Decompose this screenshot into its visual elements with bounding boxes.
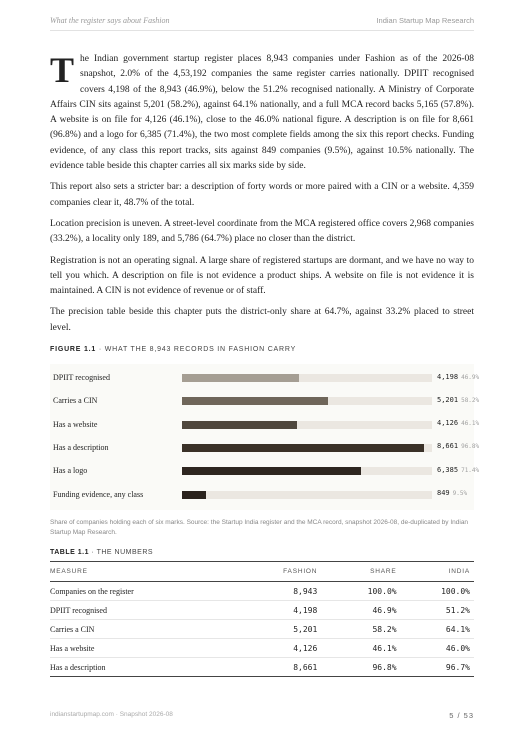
bar (182, 397, 328, 405)
cell-share: 100.0% (317, 582, 396, 601)
cell-measure: Has a description (50, 658, 248, 677)
cell-share: 46.1% (317, 639, 396, 658)
table-heading: · THE NUMBERS (91, 549, 154, 556)
paragraph-4: Registration is not an operating signal. A large share of registered startups are dormant, and we have no way to tell you which. A description on file is not evidence a product ships. A website on file is not evidence it is maintained. A CIN is not evidence of revenue or of staff. (50, 255, 474, 297)
table-label: TABLE 1.1 (50, 549, 89, 556)
column-header-india: INDIA (397, 562, 474, 582)
numbers-table (50, 561, 474, 677)
cell-fashion: 4,198 (248, 601, 318, 620)
chart-row (50, 370, 480, 388)
table-row (50, 658, 474, 677)
table-row (50, 601, 474, 620)
bar-share-label: 96.8% (461, 443, 480, 451)
bar-label: Has a description (53, 442, 109, 452)
bar-value-label: 4,198 46.9% (437, 372, 480, 381)
cell-fashion: 8,943 (248, 582, 318, 601)
cell-measure: Has a website (50, 639, 248, 658)
bar-share-label: 46.9% (461, 373, 480, 381)
bar-value-label: 6,385 71.4% (437, 465, 480, 474)
publication-name: Indian Startup Map Research (376, 16, 474, 25)
paragraph-1 (50, 52, 474, 174)
cell-share: 46.9% (317, 601, 396, 620)
bar-value-label: 849 9.5% (437, 489, 468, 497)
bar-label: Carries a CIN (53, 396, 98, 406)
header-divider (50, 30, 474, 31)
cell-share: 58.2% (317, 620, 396, 639)
cell-india: 64.1% (397, 620, 474, 639)
figure-caption: Share of companies holding each of six marks. Source: the Startup India register and the MCA record, snapshot 2026-08, de-duplicated by Indian Startup Map Research. (50, 519, 469, 536)
bar (182, 374, 299, 382)
chart-row (50, 487, 474, 505)
table-header-row (50, 562, 474, 582)
cell-india: 96.7% (397, 658, 474, 677)
figure-heading: · WHAT THE 8,943 RECORDS IN FASHION CARRY (98, 346, 297, 353)
drop-cap: T (50, 50, 75, 90)
bar-label: DPIIT recognised (53, 373, 110, 382)
bar-share-label: 9.5% (452, 490, 468, 497)
chart-row (50, 417, 480, 435)
chart-row (50, 393, 480, 411)
bar-value-label: 4,126 46.1% (437, 419, 480, 428)
table-row (50, 620, 474, 639)
column-header-share: SHARE (317, 562, 396, 582)
cell-india: 46.0% (397, 639, 474, 658)
bar-share-label: 46.1% (461, 420, 480, 428)
table-row (50, 639, 474, 658)
column-header-fashion: FASHION (248, 562, 318, 582)
page-footer (50, 711, 474, 720)
cell-india: 100.0% (397, 582, 474, 601)
cell-india: 51.2% (397, 601, 474, 620)
bar (182, 421, 297, 429)
paragraph-2: This report also sets a stricter bar: a description of forty words or more paired with a CIN or a website. 4,359 companies clear it, 48.7% of the total. (50, 182, 474, 208)
paragraph-1-text: he Indian government startup register places 8,943 companies under Fashion as of the 2026-08 snapshot, 2.0% of the 4,53,192 companies the same register carries nationally. DPIIT recognised covers 4,198 of the 8,943 (46.9%), below the 51.2% recognised nationally. A Ministry of Corporate Affairs CIN sits against 5,201 (58.2%), against 64.1% nationally, and a full MCA record backs 5,165 (57.8%). A website is on file for 4,126 (46.1%), close to the 46.0% national figure. A description is on file for 8,661 (96.8%) and a logo for 6,385 (71.4%), the two most complete fields among the six this report checks. Funding evidence, of any class this report tracks, sits against 849 companies (9.5%), against 10.5% nationally. The evidence table beside this chapter carries all six marks side by side. (50, 54, 474, 172)
cell-measure: Carries a CIN (50, 620, 248, 639)
cell-fashion: 5,201 (248, 620, 318, 639)
cell-fashion: 8,661 (248, 658, 318, 677)
chart-row (50, 440, 480, 458)
cell-measure: DPIIT recognised (50, 601, 248, 620)
body-text (50, 52, 474, 342)
bar-track (182, 444, 432, 452)
table-title (50, 549, 153, 556)
bar-track (182, 397, 432, 405)
paragraph-3: Location precision is uneven. A street-level coordinate from the MCA registered office covers 2,968 companies (33.2%), a locality only 189, and 5,786 (64.7%) place no closer than the district. (50, 218, 474, 245)
bar (182, 444, 424, 452)
bar-label: Funding evidence, any class (53, 489, 144, 499)
page-number: 5 / 53 (449, 711, 474, 720)
running-header (50, 16, 474, 25)
bar-label: Has a logo (53, 466, 88, 476)
table-row (50, 582, 474, 601)
bar-track (182, 374, 432, 382)
cell-share: 96.8% (317, 658, 396, 677)
figure-label: FIGURE 1.1 (50, 346, 97, 353)
bar-share-label: 71.4% (461, 466, 480, 474)
bar-value-label: 5,201 58.2% (437, 395, 480, 404)
bar-share-label: 58.2% (461, 396, 480, 404)
bar-track (182, 421, 432, 429)
bar (182, 467, 361, 475)
chart-row (50, 463, 480, 481)
column-header-measure: MEASURE (50, 562, 248, 582)
bar-track (182, 467, 432, 475)
bar (182, 491, 206, 499)
chapter-title: What the register says about Fashion (50, 16, 170, 25)
bar-label: Has a website (53, 419, 98, 429)
cell-measure: Companies on the register (50, 582, 248, 601)
cell-fashion: 4,126 (248, 639, 318, 658)
bar-track (182, 491, 432, 499)
paragraph-5: The precision table beside this chapter puts the district-only share at 64.7%, against 33.2% placed to street level. (50, 307, 474, 333)
figure-title (50, 346, 296, 353)
bar-value-label: 8,661 96.8% (437, 442, 480, 451)
footer-source: indianstartupmap.com · Snapshot 2026-08 (50, 711, 173, 718)
bar-chart (50, 364, 480, 510)
